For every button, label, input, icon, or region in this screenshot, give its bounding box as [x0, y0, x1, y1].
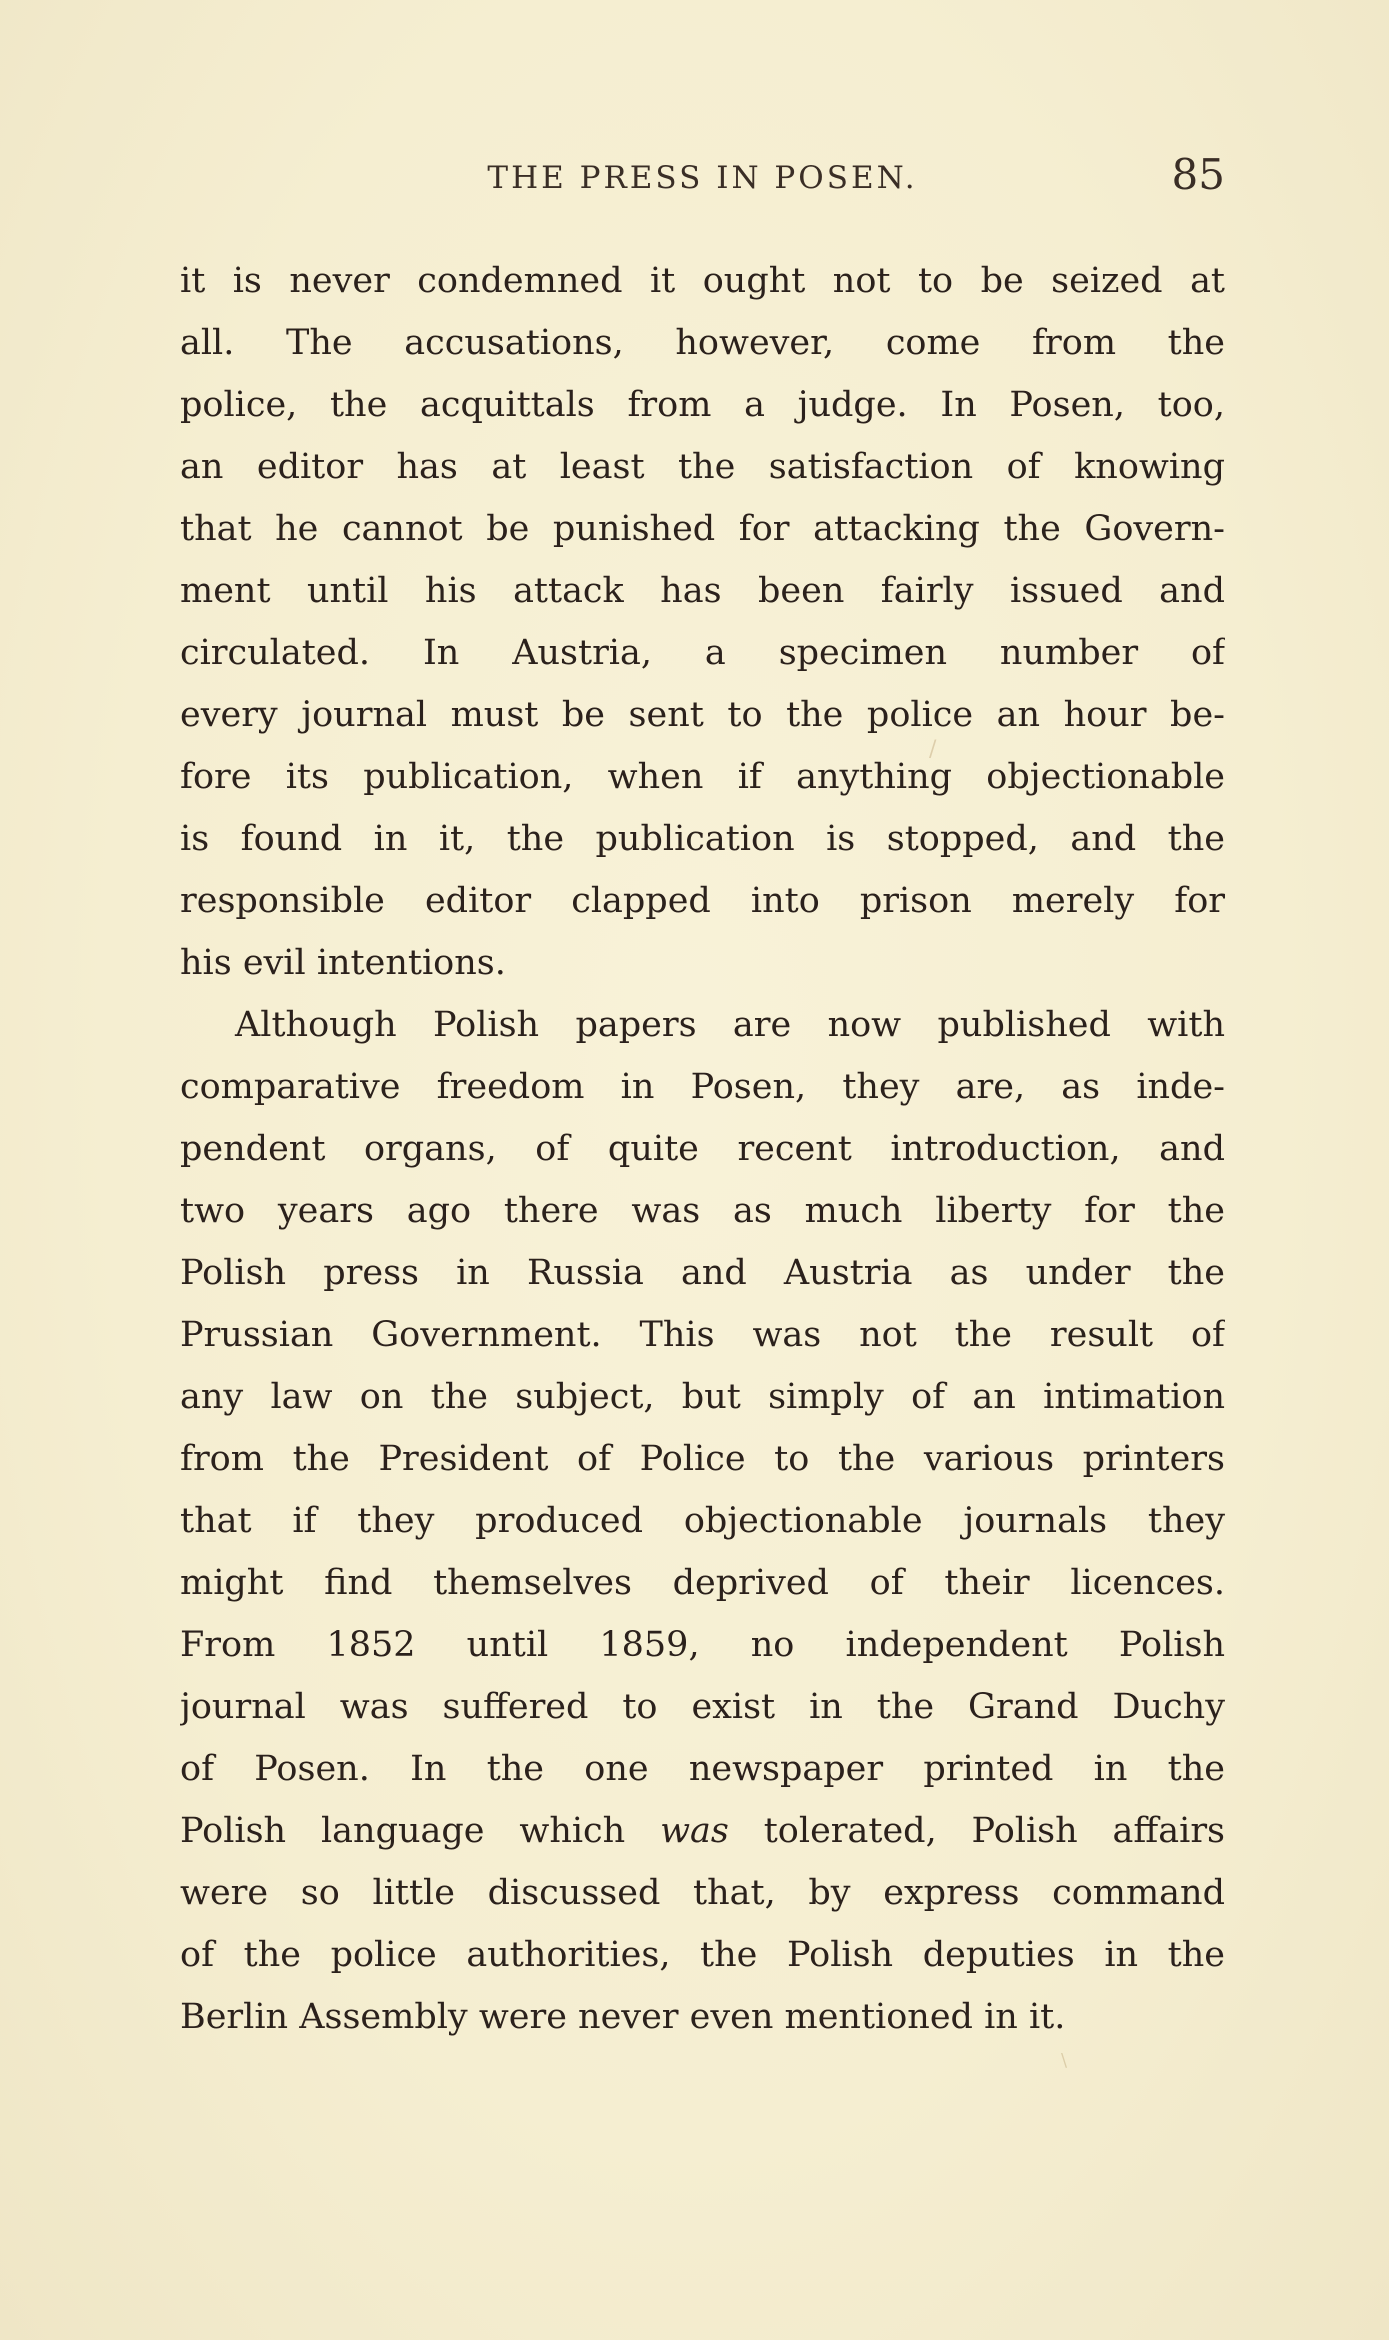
text-line: circulated. In Austria, a specimen number of [180, 633, 1225, 673]
text-line: police, the acquittals from a judge. In Posen, too, [180, 385, 1225, 425]
text-line: from the President of Police to the various printers [180, 1439, 1225, 1479]
paper-speck: \ [1061, 2050, 1068, 2071]
text-line: it is never condemned it ought not to be seized at [180, 261, 1225, 301]
running-head [180, 150, 1225, 206]
text-line: From 1852 until 1859, no independent Polish [180, 1625, 1225, 1665]
text-line: ment until his attack has been fairly issued and [180, 571, 1225, 611]
text-line: Although Polish papers are now published with [235, 1005, 1225, 1045]
text-line: pendent organs, of quite recent introduction, and [180, 1129, 1225, 1169]
text-segment: tolerated, Polish affairs [728, 1811, 1225, 1851]
text-line: all. The accusations, however, come from the [180, 323, 1225, 363]
text-line: that he cannot be punished for attacking the Govern- [180, 509, 1225, 549]
text-line: of the police authorities, the Polish deputies in the [180, 1935, 1225, 1975]
paper-speck: / [929, 737, 937, 762]
text-line: two years ago there was as much liberty for the [180, 1191, 1225, 1231]
text-line: journal was suffered to exist in the Grand Duchy [180, 1687, 1225, 1727]
text-segment: Polish language which [180, 1811, 661, 1851]
text-line: were so little discussed that, by express command [180, 1873, 1225, 1913]
body-text [180, 250, 1225, 2048]
paragraph-2 [180, 994, 1225, 2048]
text-line: Berlin Assembly were never even mentioned in it. [180, 1997, 1066, 2037]
text-line: comparative freedom in Posen, they are, as inde- [180, 1067, 1225, 1107]
text-line: an editor has at least the satisfaction of knowing [180, 447, 1225, 487]
text-line: of Posen. In the one newspaper printed in the [180, 1749, 1225, 1789]
page-number: 85 [1171, 150, 1225, 199]
text-line-with-italic [180, 1800, 1225, 1862]
text-line: Prussian Government. This was not the result of [180, 1315, 1225, 1355]
text-line: that if they produced objectionable journals they [180, 1501, 1225, 1541]
italic-word: was [660, 1811, 729, 1851]
text-line: every journal must be sent to the police an hour be- [180, 695, 1225, 735]
text-line: his evil intentions. [180, 943, 506, 983]
text-line: Polish press in Russia and Austria as under the [180, 1253, 1225, 1293]
text-line: might find themselves deprived of their licences. [180, 1563, 1225, 1603]
text-line: is found in it, the publication is stopped, and the [180, 819, 1225, 859]
text-line: any law on the subject, but simply of an intimation [180, 1377, 1225, 1417]
paragraph-1 [180, 250, 1225, 994]
text-line: responsible editor clapped into prison merely for [180, 881, 1225, 921]
running-head-title: THE PRESS IN POSEN. [487, 160, 918, 196]
text-line: fore its publication, when if anything objectionable [180, 757, 1225, 797]
